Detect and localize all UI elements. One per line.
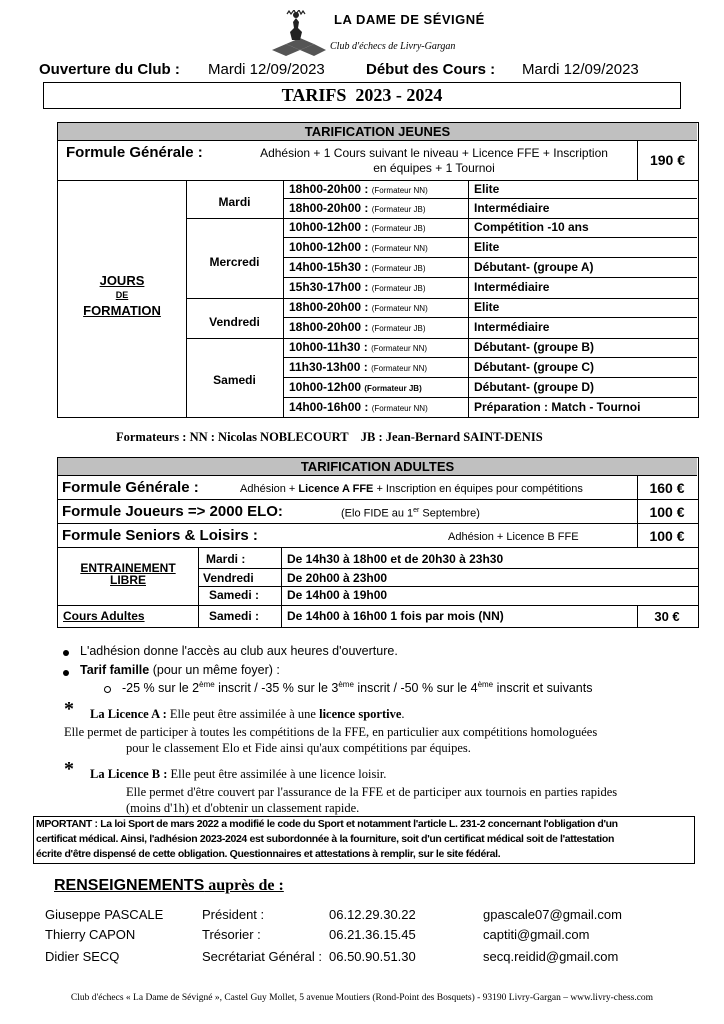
page-title-text: TARIFS 2023 - 2024 <box>281 85 443 105</box>
note-famille-rest: (pour un même foyer) : <box>149 663 280 677</box>
adultes-f2-desc <box>341 507 480 520</box>
table-row <box>283 199 697 218</box>
row-trainer: (Formateur NN) <box>371 186 428 195</box>
libre-label-2: LIBRE <box>110 573 146 587</box>
important-line-2: certificat médical. Ainsi, l'adhésion 2023-2024 est subordonnée à la fourniture, soit d'un certificat médical soit de l'attestation <box>36 833 615 845</box>
row-level: Compétition -10 ans <box>474 220 589 234</box>
row-time: 18h00-20h00 : <box>289 300 369 314</box>
n3-c: inscrit / -50 % sur le 4 <box>353 681 478 696</box>
adultes-f3-price: 100 € <box>649 528 685 544</box>
note-adhesion: L'adhésion donne l'accès au club aux heures d'ouverture. <box>80 644 398 658</box>
table-row <box>283 318 697 338</box>
row-trainer: (Formateur JB) <box>371 324 426 333</box>
licence-a-text-2: pour le classement Elo et Fide ainsi qu'aux compétitions par équipes. <box>126 741 471 755</box>
row-level: Intermédiaire <box>474 201 550 215</box>
libre-hours-mardi: De 14h30 à 18h00 et de 20h30 à 23h30 <box>287 552 504 566</box>
adultes-f3-desc: Adhésion + Licence B FFE <box>448 531 579 543</box>
note-famille <box>80 663 280 677</box>
page-title <box>43 82 681 109</box>
note-famille-bold: Tarif famille <box>80 663 150 677</box>
footer: Club d'échecs « La Dame de Sévigné », Castel Guy Mollet, 5 avenue Moutiers (Rond-Point des Bosquets) - 93190 Livry-Gargan – www.livry-chess.com <box>70 993 654 1003</box>
f2-desc-a: (Elo FIDE au 1 <box>341 507 414 520</box>
club-logo <box>266 10 326 56</box>
asterisk-icon: * <box>64 698 74 720</box>
opening-date: Mardi 12/09/2023 <box>208 61 325 78</box>
contact-row <box>0 927 724 945</box>
row-level: Intermédiaire <box>474 280 550 294</box>
n3-sup1: ème <box>199 680 215 689</box>
row-level: Débutant- (groupe C) <box>474 360 594 374</box>
contacts-heading <box>54 877 284 895</box>
row-time: 10h00-12h00 <box>289 380 362 394</box>
f1-desc-b: Licence A FFE <box>298 483 374 495</box>
libre-label <box>58 562 198 586</box>
la-text-a: Elle peut être assimilée à une <box>166 707 320 721</box>
contact-role: Secrétariat Général : <box>202 949 322 964</box>
row-level: Elite <box>474 182 500 196</box>
row-time: 18h00-20h00 : <box>289 320 369 334</box>
opening-label: Ouverture du Club : <box>39 61 180 78</box>
jeunes-price-box <box>637 141 697 180</box>
row-time: 14h00-15h30 : <box>289 260 369 274</box>
cours-adultes-label: Cours Adultes <box>63 609 145 623</box>
bullet-icon <box>63 670 69 676</box>
row-level: Elite <box>474 240 500 254</box>
contact-name: Thierry CAPON <box>45 927 136 942</box>
licence-b-text-2: (moins d'1h) et d'obtenir un classement rapide. <box>126 801 360 815</box>
jeunes-formule-desc-2: en équipes + 1 Tournoi <box>373 161 495 175</box>
day-vendredi: Vendredi <box>209 315 260 329</box>
row-trainer: (Formateur JB) <box>371 284 426 293</box>
f1-desc-a: Adhésion + <box>240 483 299 495</box>
row-trainer: (Formateur NN) <box>371 364 428 373</box>
schedule-rows <box>283 180 697 417</box>
la-text-c: . <box>401 707 405 721</box>
contact-phone[interactable]: 06.12.29.30.22 <box>329 907 416 922</box>
libre-label-1: ENTRAINEMENT <box>80 561 176 575</box>
adultes-f1-label: Formule Générale : <box>62 479 199 496</box>
courses-label: Début des Cours : <box>366 61 496 78</box>
contact-phone[interactable]: 06.50.90.51.30 <box>329 949 416 964</box>
f1-desc-c: + Inscription en équipes pour compétitions <box>373 483 583 495</box>
table-row <box>283 398 697 417</box>
n3-d: inscrit et suivants <box>493 681 593 696</box>
row-trainer: (Formateur NN) <box>371 244 428 253</box>
contact-email[interactable]: gpascale07@gmail.com <box>483 907 622 922</box>
row-trainer: (Formateur NN) <box>371 344 428 353</box>
n3-sup2: ème <box>338 680 354 689</box>
formateurs-line: Formateurs : NN : Nicolas NOBLECOURT JB : Jean-Bernard SAINT-DENIS <box>116 430 543 444</box>
club-subtitle: Club d'échecs de Livry-Gargan <box>330 41 456 52</box>
cours-adultes-hours: De 14h00 à 16h00 1 fois par mois (NN) <box>287 609 504 623</box>
circle-bullet-icon <box>104 686 111 693</box>
libre-day-samedi: Samedi : <box>209 588 260 602</box>
row-time: 14h00-16h00 : <box>289 400 369 414</box>
libre-day-mardi: Mardi : <box>206 552 246 566</box>
licence-a-line <box>90 707 405 722</box>
contacts-heading-b: auprès de : <box>204 877 284 894</box>
row-trainer: (Formateur NN) <box>371 404 428 413</box>
formation-label: FORMATION <box>83 303 161 318</box>
libre-hours-samedi: De 14h00 à 19h00 <box>287 588 388 602</box>
table-row <box>283 378 697 398</box>
adultes-heading: TARIFICATION ADULTES <box>58 458 697 476</box>
f2-desc-b: Septembre) <box>419 507 480 520</box>
contact-row <box>0 949 724 967</box>
day-mardi: Mardi <box>218 195 251 209</box>
adultes-f2-label: Formule Joueurs => 2000 ELO: <box>62 503 283 520</box>
row-level: Débutant- (groupe B) <box>474 340 594 354</box>
jeunes-formule-desc <box>224 146 644 176</box>
adultes-f2-price: 100 € <box>649 504 685 520</box>
table-row <box>283 278 697 298</box>
n3-a: -25 % sur le 2 <box>122 681 200 696</box>
row-trainer: (Formateur JB) <box>371 224 426 233</box>
row-level: Débutant- (groupe A) <box>474 260 594 274</box>
important-line-3: écrite d'être dispensé de cette obligation. Questionnaires et attestations à remplir, sur le site fédéral. <box>36 848 501 860</box>
row-level: Intermédiaire <box>474 320 550 334</box>
jeunes-formule-desc-1: Adhésion + 1 Cours suivant le niveau + Licence FFE + Inscription <box>260 146 608 160</box>
la-title: La Licence A : <box>90 707 167 721</box>
table-row <box>283 258 697 278</box>
lb-title: La Licence B : <box>90 767 168 781</box>
table-row <box>283 180 697 199</box>
libre-day-vendredi: Vendredi <box>203 571 254 585</box>
day-mercredi: Mercredi <box>209 255 260 269</box>
row-trainer: (Formateur JB) <box>371 264 426 273</box>
row-time: 10h00-12h00 : <box>289 240 369 254</box>
f2-desc-sup: er <box>413 507 420 514</box>
adultes-f3-label: Formule Seniors & Loisirs : <box>62 527 258 544</box>
jeunes-price: 190 € <box>649 152 686 168</box>
contact-name: Didier SECQ <box>45 949 120 964</box>
row-time: 15h30-17h00 : <box>289 280 369 294</box>
contact-role: Trésorier : <box>202 927 261 942</box>
contact-name: Giuseppe PASCALE <box>45 907 164 922</box>
row-trainer: (Formateur JB) <box>371 205 426 214</box>
table-row <box>283 358 697 378</box>
licence-b-text-1: Elle permet d'être couvert par l'assurance de la FFE et de participer aux tournois en parties rapides <box>126 785 618 799</box>
lb-text: Elle peut être assimilée à une licence loisir. <box>167 767 387 781</box>
table-row <box>283 298 697 318</box>
important-line-1: MPORTANT : La loi Sport de mars 2022 a modifié le code du Sport et notamment l'article L. 231-2 concernant l'obligation d'un <box>36 818 618 830</box>
cours-adultes-price: 30 € <box>654 609 680 624</box>
row-time: 18h00-20h00 : <box>289 201 369 215</box>
adultes-f1-price: 160 € <box>649 480 685 496</box>
n3-sup3: ème <box>477 680 494 689</box>
row-trainer: (Formateur NN) <box>371 304 428 313</box>
club-name: LA DAME DE SÉVIGNÉ <box>334 12 485 27</box>
jeunes-table <box>57 122 699 418</box>
contact-email[interactable]: secq.reidid@gmail.com <box>483 949 619 964</box>
licence-b-line <box>90 767 386 782</box>
table-row <box>283 238 697 258</box>
cours-adultes-day: Samedi : <box>209 609 260 623</box>
contact-row <box>0 907 724 925</box>
contact-role: Président : <box>202 907 265 922</box>
adultes-f1-desc <box>240 483 583 495</box>
libre-hours-vendredi: De 20h00 à 23h00 <box>287 571 388 585</box>
contact-email[interactable]: captiti@gmail.com <box>483 927 590 942</box>
row-level: Elite <box>474 300 500 314</box>
n3-b: inscrit / -35 % sur le 3 <box>214 681 339 696</box>
row-time: 18h00-20h00 : <box>289 182 369 196</box>
courses-date: Mardi 12/09/2023 <box>522 61 639 78</box>
important-box <box>33 816 695 864</box>
row-time: 11h30-13h00 : <box>289 360 368 374</box>
la-text-b: licence sportive <box>319 707 402 721</box>
table-row <box>283 218 697 238</box>
licence-a-text-1: Elle permet de participer à toutes les compétitions de la FFE, en particulier aux compétitions homologuées <box>64 725 598 739</box>
bullet-icon <box>63 650 69 656</box>
note-famille-detail <box>122 680 592 695</box>
day-samedi: Samedi <box>213 373 256 387</box>
jeunes-heading: TARIFICATION JEUNES <box>58 123 697 141</box>
row-trainer: (Formateur JB) <box>364 384 422 393</box>
row-level: Préparation : Match - Tournoi <box>474 400 641 414</box>
table-row <box>283 338 697 358</box>
contact-phone[interactable]: 06.21.36.15.45 <box>329 927 416 942</box>
row-time: 10h00-11h30 : <box>289 340 368 354</box>
contacts-heading-a: RENSEIGNEMENTS <box>54 877 205 894</box>
row-level: Débutant- (groupe D) <box>474 380 594 394</box>
adultes-table <box>57 457 699 628</box>
jours-formation-label <box>58 273 186 318</box>
de-label: DE <box>115 290 129 300</box>
asterisk-icon: * <box>64 758 74 780</box>
row-time: 10h00-12h00 : <box>289 220 369 234</box>
jours-label: JOURS <box>99 273 145 288</box>
jeunes-formule-label: Formule Générale : <box>66 144 203 161</box>
